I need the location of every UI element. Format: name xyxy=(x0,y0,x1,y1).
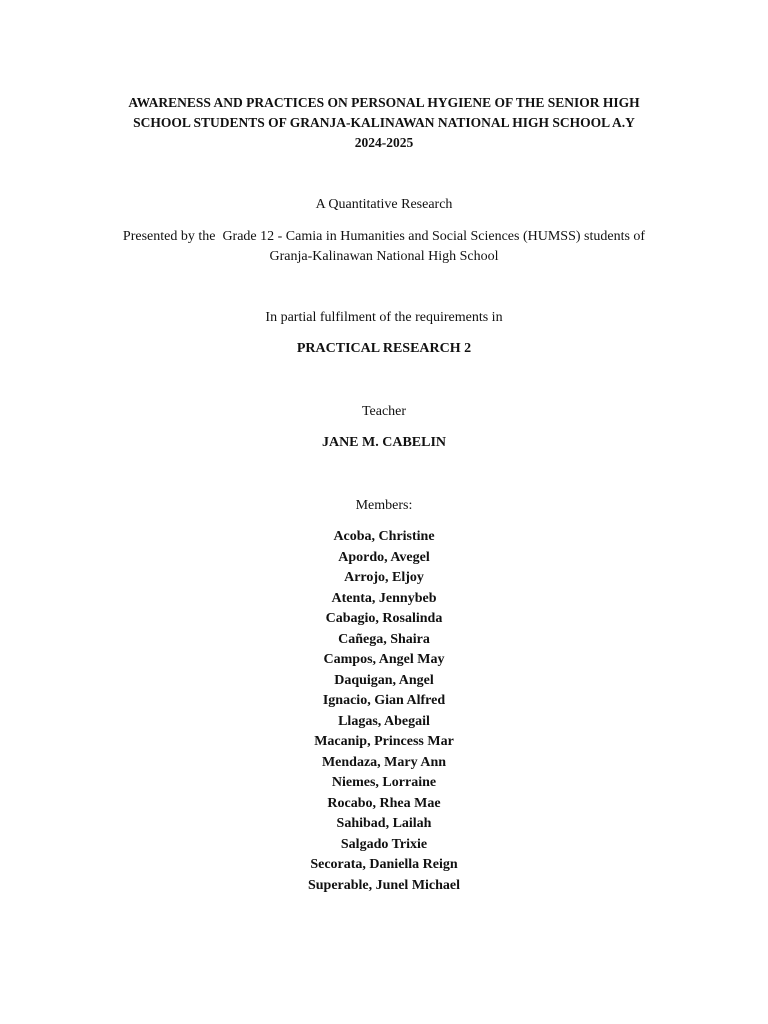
member-name: Sahibad, Lailah xyxy=(336,816,432,831)
member-name: Secorata, Daniella Reign xyxy=(310,857,458,872)
presented-by-line: Presented by the Grade 12 - Camia in Humanities and Social Sciences (HUMSS) students of xyxy=(122,229,646,244)
member-name: Apordo, Avegel xyxy=(338,549,430,565)
subject-title: PRACTICAL RESEARCH 2 xyxy=(296,341,472,356)
member-name: Daquigan, Angel xyxy=(334,672,434,688)
member-name: Ignacio, Gian Alfred xyxy=(322,693,446,708)
title-line: 2024-2025 xyxy=(354,135,414,150)
document-title xyxy=(0,93,768,153)
title-line: SCHOOL STUDENTS OF GRANJA-KALINAWAN NATIONAL HIGH SCHOOL A.Y xyxy=(133,115,635,130)
title-line: AWARENESS AND PRACTICES ON PERSONAL HYGIENE OF THE SENIOR HIGH xyxy=(128,95,640,110)
member-name: Campos, Angel May xyxy=(323,652,445,667)
research-type: A Quantitative Research xyxy=(315,197,453,212)
member-name: Salgado Trixie xyxy=(340,836,428,852)
member-name: Acoba, Christine xyxy=(333,529,435,544)
members-label: Members: xyxy=(355,498,413,513)
teacher-label: Teacher xyxy=(361,404,407,419)
member-name: Mendaza, Mary Ann xyxy=(321,754,447,770)
teacher-name: JANE M. CABELIN xyxy=(321,435,447,450)
member-name: Rocabo, Rhea Mae xyxy=(327,795,441,811)
member-name: Macanip, Princess Mar xyxy=(314,734,454,749)
members-list xyxy=(0,527,768,896)
member-name: Cañega, Shaira xyxy=(338,631,430,647)
presented-by-line: Granja-Kalinawan National High School xyxy=(269,249,499,264)
member-name: Arrojo, Eljoy xyxy=(344,570,424,585)
member-name: Atenta, Jennybeb xyxy=(331,590,437,606)
member-name: Niemes, Lorraine xyxy=(331,775,437,790)
member-name: Cabagio, Rosalinda xyxy=(325,611,443,626)
fulfilment-text: In partial fulfilment of the requirements in xyxy=(265,310,503,325)
member-name: Llagas, Abegail xyxy=(338,713,430,729)
member-name: Superable, Junel Michael xyxy=(307,877,461,893)
presented-by xyxy=(0,227,768,267)
